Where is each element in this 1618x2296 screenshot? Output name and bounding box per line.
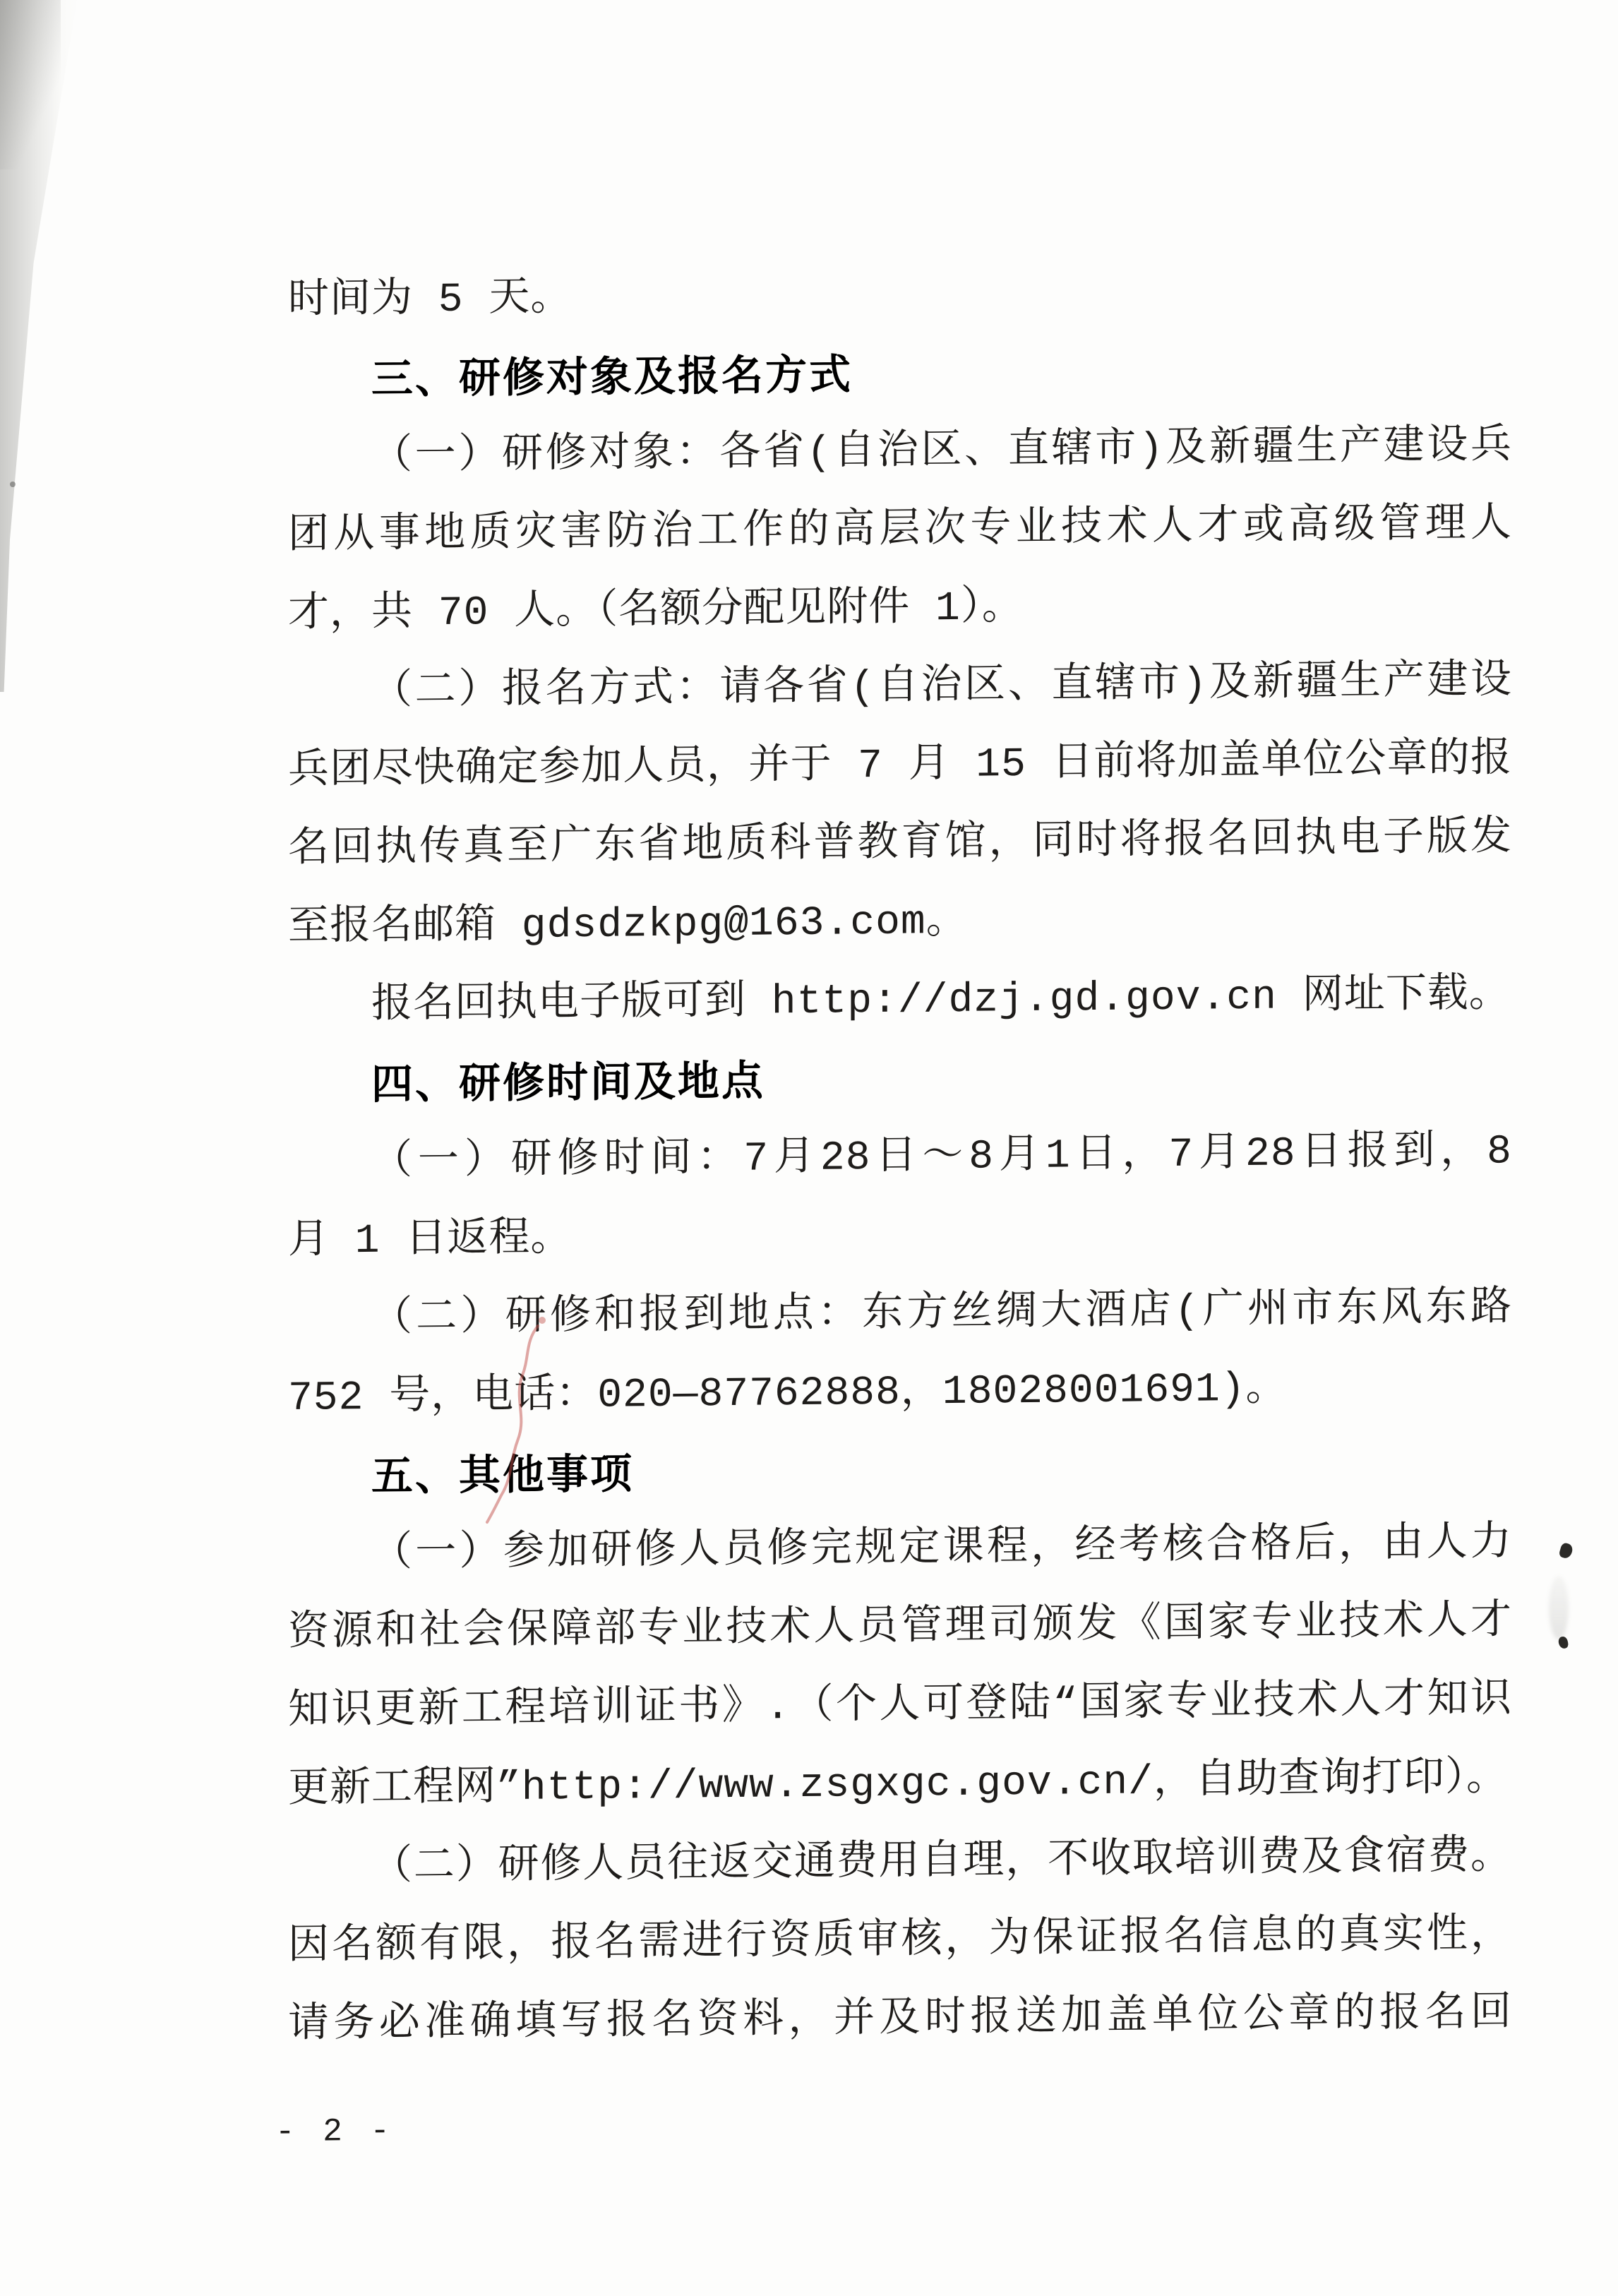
text-line: 团从事地质灾害防治工作的高层次专业技术人才或高级管理人	[288, 502, 1512, 560]
text-line: （一）研修时间：7月28日～8月1日，7月28日报到，8	[371, 1129, 1512, 1186]
text-line: 月 1 日返程。	[288, 1216, 573, 1265]
text-line: 时间为 5 天。	[288, 276, 573, 325]
scan-corner-shadow	[0, 0, 61, 169]
ink-smudge	[1549, 1576, 1569, 1639]
text-line: 资源和社会保障部专业技术人员管理司颁发《国家专业技术人才	[288, 1599, 1512, 1657]
section-heading: 四、研修时间及地点	[371, 1057, 766, 1108]
text-line: 知识更新工程培训证书》.（个人可登陆“国家专业技术人才知识	[288, 1678, 1512, 1735]
ink-speck	[1557, 1636, 1569, 1649]
text-line: （二）报名方式：请各省(自治区、直辖市)及新疆生产建设	[371, 659, 1512, 716]
text-line: 更新工程网”http://www.zsgxgc.gov.cn/，自助查询打印）。	[288, 1756, 1508, 1814]
text-line: 兵团尽快确定参加人员，并于 7 月 15 日前将加盖单位公章的报	[288, 737, 1512, 795]
text-line: 752 号，电话：020—87762888，18028001691)。	[288, 1366, 1288, 1422]
text-line: （二）研修和报到地点：东方丝绸大酒店(广州市东风东路	[371, 1286, 1512, 1343]
text-line: 名回执传真至广东省地质科普教育馆，同时将报名回执电子版发	[288, 815, 1512, 873]
page-number: - 2 -	[275, 2112, 395, 2151]
text-line: 因名额有限，报名需进行资质审核，为保证报名信息的真实性，	[288, 1913, 1512, 1971]
text-line: 至报名邮箱 gdsdzkpg@163.com。	[288, 899, 968, 952]
ink-speck	[1558, 1542, 1574, 1560]
text-line: （二）研修人员往返交通费用自理，不收取培训费及食宿费。	[371, 1834, 1512, 1891]
text-line: 请务必准确填写报名资料，并及时报送加盖单位公章的报名回	[288, 1991, 1512, 2049]
ink-speck	[10, 482, 16, 487]
section-heading: 五、其他事项	[371, 1450, 635, 1500]
red-pen-mark	[459, 1310, 558, 1529]
section-heading: 三、研修对象及报名方式	[371, 351, 853, 402]
document-text	[275, 251, 1512, 2157]
text-line: （一）参加研修人员修完规定课程，经考核合格后，由人力	[371, 1521, 1512, 1578]
text-line: （一）研修对象：各省(自治区、直辖市)及新疆生产建设兵	[371, 424, 1512, 481]
text-line: 才，共 70 人。（名额分配见附件 1）。	[288, 585, 1024, 638]
text-line: 报名回执电子版可到 http://dzj.gd.gov.cn 网址下载。	[371, 972, 1511, 1029]
